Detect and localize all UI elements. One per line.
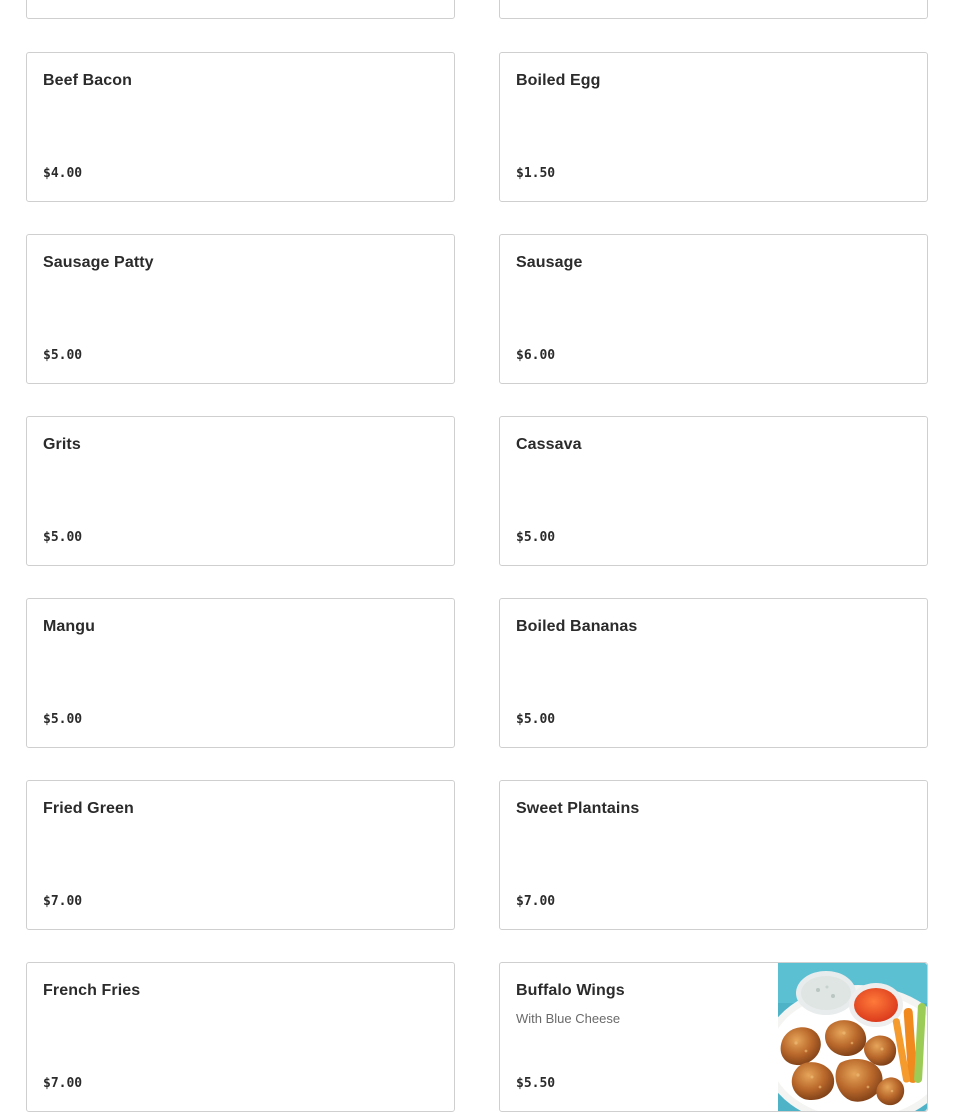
- menu-item-price: $5.00: [516, 530, 556, 545]
- menu-item-name: Sausage: [516, 254, 583, 271]
- menu-item-card-buffalo-wings[interactable]: [499, 962, 928, 1112]
- menu-item-price: $7.00: [43, 894, 83, 909]
- menu-item-price: $5.00: [43, 348, 83, 363]
- menu-item-name: Beef Bacon: [43, 72, 133, 89]
- menu-item-name: Fried Green: [43, 800, 134, 817]
- menu-item-price: $4.00: [43, 166, 83, 181]
- menu-item-name: Buffalo Wings: [516, 982, 625, 999]
- menu-item-name: Boiled Egg: [516, 72, 601, 89]
- menu-item-name: Sweet Plantains: [516, 800, 640, 817]
- menu-item-card-sausage-patty[interactable]: [26, 234, 455, 384]
- menu-item-price: $6.00: [516, 348, 556, 363]
- menu-item-price: $7.00: [516, 894, 556, 909]
- menu-item-card-sausage[interactable]: [499, 234, 928, 384]
- menu-item-card-grits[interactable]: [26, 416, 455, 566]
- menu-item-card-mangu[interactable]: [26, 598, 455, 748]
- menu-item-card-cassava[interactable]: [499, 416, 928, 566]
- menu-item-name: Mangu: [43, 618, 96, 635]
- menu-item-description: With Blue Cheese: [516, 1011, 621, 1026]
- menu-item-card-boiled-egg[interactable]: [499, 52, 928, 202]
- menu-item-card[interactable]: [26, 0, 455, 19]
- menu-item-name: Sausage Patty: [43, 254, 154, 271]
- menu-item-name: Cassava: [516, 436, 582, 453]
- menu-item-price: $5.00: [43, 530, 83, 545]
- menu-item-card-boiled-bananas[interactable]: [499, 598, 928, 748]
- menu-item-name: Boiled Bananas: [516, 618, 638, 635]
- menu-item-card-sweet-plantains[interactable]: [499, 780, 928, 930]
- menu-item-name: French Fries: [43, 982, 141, 999]
- menu-item-price: $5.00: [516, 712, 556, 727]
- menu-item-price: $1.50: [516, 166, 556, 181]
- menu-item-card[interactable]: [499, 0, 928, 19]
- menu-item-price: $7.00: [43, 1076, 83, 1091]
- menu-item-card-beef-bacon[interactable]: [26, 52, 455, 202]
- buffalo-wings-photo: [778, 963, 927, 1111]
- menu-item-card-fried-green[interactable]: [26, 780, 455, 930]
- menu-item-card-french-fries[interactable]: [26, 962, 455, 1112]
- menu-item-price: $5.00: [43, 712, 83, 727]
- menu-item-name: Grits: [43, 436, 81, 453]
- menu-item-price: $5.50: [516, 1076, 556, 1091]
